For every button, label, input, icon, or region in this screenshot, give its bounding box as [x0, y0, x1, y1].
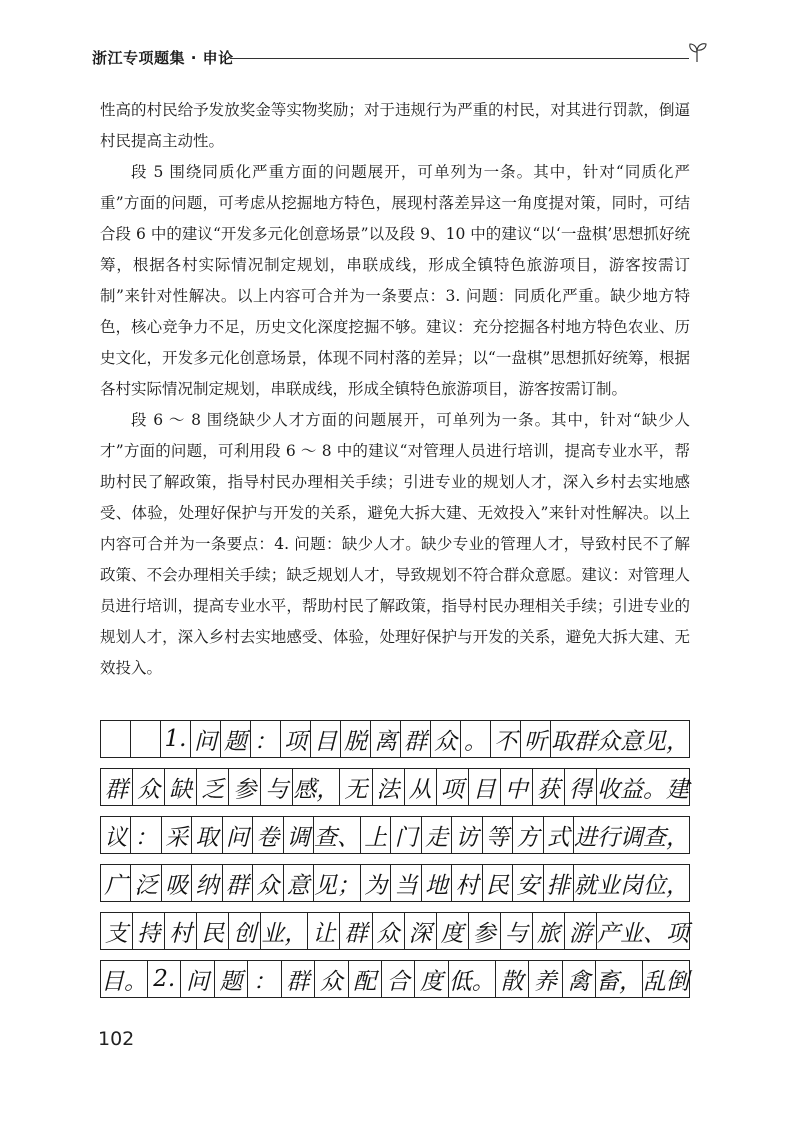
grid-char: 访 [455, 824, 479, 851]
grid-char: 收 [597, 776, 620, 803]
grid-cell [597, 913, 690, 949]
grid-char: 配 [353, 968, 377, 995]
grid-char: 乏 [201, 776, 225, 803]
grid-cell [597, 769, 690, 805]
grid-cell [533, 913, 565, 949]
grid-char: 感， [293, 776, 340, 803]
grid-cell [483, 817, 513, 853]
grid-cell [449, 961, 496, 997]
answer-grid [100, 720, 690, 1008]
grid-char: 走 [425, 824, 449, 851]
body-text [100, 95, 690, 684]
grid-cell [101, 961, 148, 997]
grid-char: 支 [105, 920, 129, 947]
grid-char: 题 [219, 968, 243, 995]
grid-char: 纳 [195, 872, 219, 899]
grid-char: 众 [256, 872, 280, 899]
grid-cell [563, 961, 596, 997]
grid-row [100, 912, 690, 950]
grid-row [100, 768, 690, 806]
grid-char: 目 [314, 728, 337, 755]
grid-char: 问 [194, 728, 217, 755]
grid-cell [405, 913, 437, 949]
grid-cell [513, 865, 543, 901]
grid-row [100, 960, 690, 998]
grid-cell [101, 817, 131, 853]
grid-cell [371, 721, 401, 757]
grid-char: 式 [546, 824, 570, 851]
grid-char: 门 [394, 824, 418, 851]
grid-cell [483, 865, 513, 901]
grid-char: 问 [225, 824, 249, 851]
grid-char: 业、 [620, 920, 666, 947]
grid-row [100, 864, 690, 902]
grid-char: 倒 [666, 968, 689, 995]
grid-char: ： [254, 728, 277, 755]
grid-char: 群 [404, 728, 427, 755]
grid-cell [361, 817, 391, 853]
grid-cell [133, 769, 165, 805]
grid-cell [391, 817, 421, 853]
grid-char: 低。 [448, 968, 495, 995]
grid-cell [461, 721, 491, 757]
grid-cell [197, 913, 229, 949]
grid-char: 度 [440, 920, 464, 947]
grid-char: 建 [666, 776, 689, 803]
grid-char: 脱 [344, 728, 367, 755]
grid-char: 目 [472, 776, 496, 803]
paragraph: 段 5 围绕同质化严重方面的问题展开，可单列为一条。其中，针对“同质化严重”方面的问题，可考虑从挖掘地方特色，展现村落差异这一角度提对策，同时，可结合段 6 中的建议“开发多元化创意场景”以及段 9、10 中的建议“以‘一盘棋’思想抓好统筹，根据各村实际情况制定规划，串联成线，形成全镇特色旅游项目，游客按需订制”来针对性解决。以上内容可合并为一条要点：3. 问题：同质化严重。缺少地方特色，核心竞争力不足，历史文化深度挖掘不够。建议：充分挖掘各村地方特色农业、历史文化，开发多元化创意场景，体现不同村落的差异；以“一盘棋”思想抓好统筹，根据各村实际情况制定规划，串联成线，形成全镇特色旅游项目，游客按需订制。 [100, 163, 690, 398]
grid-cell [491, 721, 521, 757]
paragraph: 性高的村民给予发放奖金等实物奖励；对于违规行为严重的村民，对其进行罚款，倒逼村民提高主动性。 [100, 101, 690, 150]
grid-char: 散 [500, 968, 524, 995]
grid-cell [565, 769, 597, 805]
grid-char: 无 [344, 776, 368, 803]
grid-cell [422, 817, 452, 853]
grid-char: 养 [533, 968, 557, 995]
grid-char: 安 [516, 872, 540, 899]
grid-char: 就 [574, 872, 597, 899]
grid-cell [496, 961, 529, 997]
page-number: 102 [98, 1028, 135, 1050]
grid-cell [574, 865, 690, 901]
grid-char: 1. [164, 726, 187, 752]
grid-char: 旅 [536, 920, 560, 947]
grid-cell [529, 961, 562, 997]
grid-cell [314, 865, 361, 901]
grid-cell [191, 721, 221, 757]
grid-cell [101, 721, 131, 757]
grid-cell [162, 817, 192, 853]
grid-cell [221, 721, 251, 757]
grid-cell [437, 769, 469, 805]
grid-cell [197, 769, 229, 805]
grid-char: 中 [504, 776, 528, 803]
grid-cell [251, 721, 281, 757]
grid-char: 村 [455, 872, 479, 899]
grid-cell [437, 913, 469, 949]
header-title: 浙江专项题集 · 申论 [92, 49, 234, 67]
grid-char: 合 [386, 968, 410, 995]
grid-cell [181, 961, 214, 997]
grid-char: 深 [408, 920, 432, 947]
grid-char: 得 [568, 776, 592, 803]
grid-cell [229, 769, 261, 805]
grid-char: 不 [494, 728, 517, 755]
grid-char: 题 [224, 728, 247, 755]
grid-cell [415, 961, 448, 997]
grid-cell [162, 865, 192, 901]
grid-cell [452, 865, 482, 901]
grid-cell [253, 817, 283, 853]
grid-cell [133, 913, 165, 949]
grid-char: 等 [485, 824, 509, 851]
grid-char: 众 [376, 920, 400, 947]
grid-char: 地 [425, 872, 449, 899]
grid-cell [215, 961, 248, 997]
grid-cell [596, 961, 643, 997]
grid-cell [349, 961, 382, 997]
grid-cell [284, 817, 314, 853]
grid-cell [261, 769, 293, 805]
grid-cell [574, 817, 690, 853]
grid-char: 项 [440, 776, 464, 803]
grid-char: 上 [364, 824, 388, 851]
grid-row [100, 720, 690, 758]
grid-char: 众 [434, 728, 457, 755]
grid-char: 项 [284, 728, 307, 755]
grid-char: 离 [374, 728, 397, 755]
grid-cell [284, 865, 314, 901]
grid-cell [373, 913, 405, 949]
grid-char: 进 [574, 824, 597, 851]
grid-cell [501, 769, 533, 805]
grid-char: 调 [620, 824, 643, 851]
grid-cell [533, 769, 565, 805]
grid-char: 见， [643, 728, 689, 755]
grid-char: 行 [597, 824, 620, 851]
grid-char: 与 [265, 776, 289, 803]
grid-cell [501, 913, 533, 949]
grid-char: 吸 [165, 872, 189, 899]
grid-char: 与 [504, 920, 528, 947]
grid-char: 为 [364, 872, 388, 899]
grid-char: 创 [233, 920, 257, 947]
grid-char: 持 [137, 920, 161, 947]
grid-cell [382, 961, 415, 997]
grid-char: 乱 [643, 968, 666, 995]
grid-char: 畜， [596, 968, 642, 995]
grid-cell [229, 913, 261, 949]
grid-cell [293, 769, 340, 805]
grid-char: 听 [524, 728, 547, 755]
grid-cell [469, 769, 501, 805]
grid-cell [340, 769, 372, 805]
grid-cell [165, 913, 197, 949]
grid-cell [161, 721, 191, 757]
grid-cell [513, 817, 543, 853]
grid-cell [405, 769, 437, 805]
grid-char: 参 [472, 920, 496, 947]
grid-char: 查， [643, 824, 689, 851]
grid-char: 众 [597, 728, 620, 755]
page-header [92, 40, 707, 70]
grid-char: 产 [597, 920, 620, 947]
grid-char: 参 [233, 776, 257, 803]
grid-cell [544, 817, 574, 853]
grid-cell [192, 865, 222, 901]
grid-cell [373, 769, 405, 805]
grid-cell [165, 769, 197, 805]
grid-cell [101, 865, 131, 901]
grid-cell [311, 721, 341, 757]
grid-char: 众 [319, 968, 343, 995]
grid-cell [431, 721, 461, 757]
grid-cell [148, 961, 181, 997]
grid-char: ： [252, 968, 276, 995]
grid-char: 意 [620, 728, 643, 755]
grid-cell [248, 961, 281, 997]
grid-cell [391, 865, 421, 901]
grid-cell [308, 913, 340, 949]
grid-char: 从 [408, 776, 432, 803]
grid-char: 位， [643, 872, 689, 899]
grid-char: 群 [225, 872, 249, 899]
grid-char: 获 [536, 776, 560, 803]
grid-char: 泛 [134, 872, 158, 899]
grid-cell [223, 817, 253, 853]
grid-cell [253, 865, 283, 901]
grid-cell [551, 721, 690, 757]
grid-cell [544, 865, 574, 901]
grid-char: 议 [104, 824, 128, 851]
grid-char: 调 [286, 824, 310, 851]
paragraph: 段 6 ～ 8 围绕缺少人才方面的问题展开，可单列为一条。其中，针对“缺少人才”方面的问题，可利用段 6 ～ 8 中的建议“对管理人员进行培训，提高专业水平，帮助村民了解政策，指导村民办理相关手续；引进专业的规划人才，深入乡村去实地感受、体验，处理好保护与开发的关系，避免大拆大建、无效投入”来针对性解决。以上内容可合并为一条要点：4. 问题：缺少人才。缺少专业的管理人才，导致村民不了解政策、不会办理相关手续；缺乏规划人才，导致规划不符合群众意愿。建议：对管理人员进行培训，提高专业水平，帮助村民了解政策，指导村民办理相关手续；引进专业的规划人才，深入乡村去实地感受、体验，处理好保护与开发的关系，避免大拆大建、无效投入。 [100, 411, 690, 677]
grid-cell [314, 817, 361, 853]
grid-char: 民 [201, 920, 225, 947]
grid-char: 岗 [620, 872, 643, 899]
grid-cell [261, 913, 308, 949]
grid-cell [101, 769, 133, 805]
grid-char: 目。 [101, 968, 147, 995]
grid-char: 群 [286, 968, 310, 995]
grid-char: 方 [516, 824, 540, 851]
grid-char: 众 [137, 776, 161, 803]
grid-char: 2. [153, 966, 176, 992]
grid-char: 排 [546, 872, 570, 899]
grid-cell [131, 817, 161, 853]
grid-char: 意 [286, 872, 310, 899]
grid-cell [643, 961, 690, 997]
grid-cell [452, 817, 482, 853]
grid-cell [469, 913, 501, 949]
header-rule [230, 58, 689, 59]
grid-char: 查、 [314, 824, 360, 851]
grid-char: 益。 [620, 776, 666, 803]
grid-char: 业， [261, 920, 308, 947]
grid-char: 取 [551, 728, 574, 755]
grid-char: 村 [169, 920, 193, 947]
grid-cell [340, 913, 372, 949]
grid-char: 法 [376, 776, 400, 803]
grid-char: 问 [186, 968, 210, 995]
grid-cell [192, 817, 222, 853]
grid-char: 让 [312, 920, 336, 947]
grid-char: 当 [394, 872, 418, 899]
grid-char: 缺 [169, 776, 193, 803]
grid-cell [223, 865, 253, 901]
grid-char: 游 [568, 920, 592, 947]
grid-cell [565, 913, 597, 949]
grid-cell [281, 721, 311, 757]
grid-cell [341, 721, 371, 757]
grid-char: 度 [420, 968, 444, 995]
grid-char: ： [134, 824, 158, 851]
grid-char: 见； [314, 872, 360, 899]
grid-row [100, 816, 690, 854]
grid-char: 群 [574, 728, 597, 755]
grid-char: 业 [597, 872, 620, 899]
grid-cell [101, 913, 133, 949]
grid-cell [282, 961, 315, 997]
grid-char: 群 [105, 776, 129, 803]
grid-char: 卷 [256, 824, 280, 851]
grid-char: 群 [344, 920, 368, 947]
grid-char: 取 [195, 824, 219, 851]
grid-char: 项 [666, 920, 689, 947]
grid-cell [422, 865, 452, 901]
grid-cell [361, 865, 391, 901]
grid-char: 。 [464, 728, 487, 755]
grid-cell [131, 721, 161, 757]
grid-cell [131, 865, 161, 901]
grid-cell [521, 721, 551, 757]
grid-cell [401, 721, 431, 757]
grid-char: 广 [104, 872, 128, 899]
grid-char: 采 [165, 824, 189, 851]
grid-char: 禽 [567, 968, 591, 995]
grid-char: 民 [485, 872, 509, 899]
sprout-icon [685, 40, 709, 64]
grid-cell [315, 961, 348, 997]
